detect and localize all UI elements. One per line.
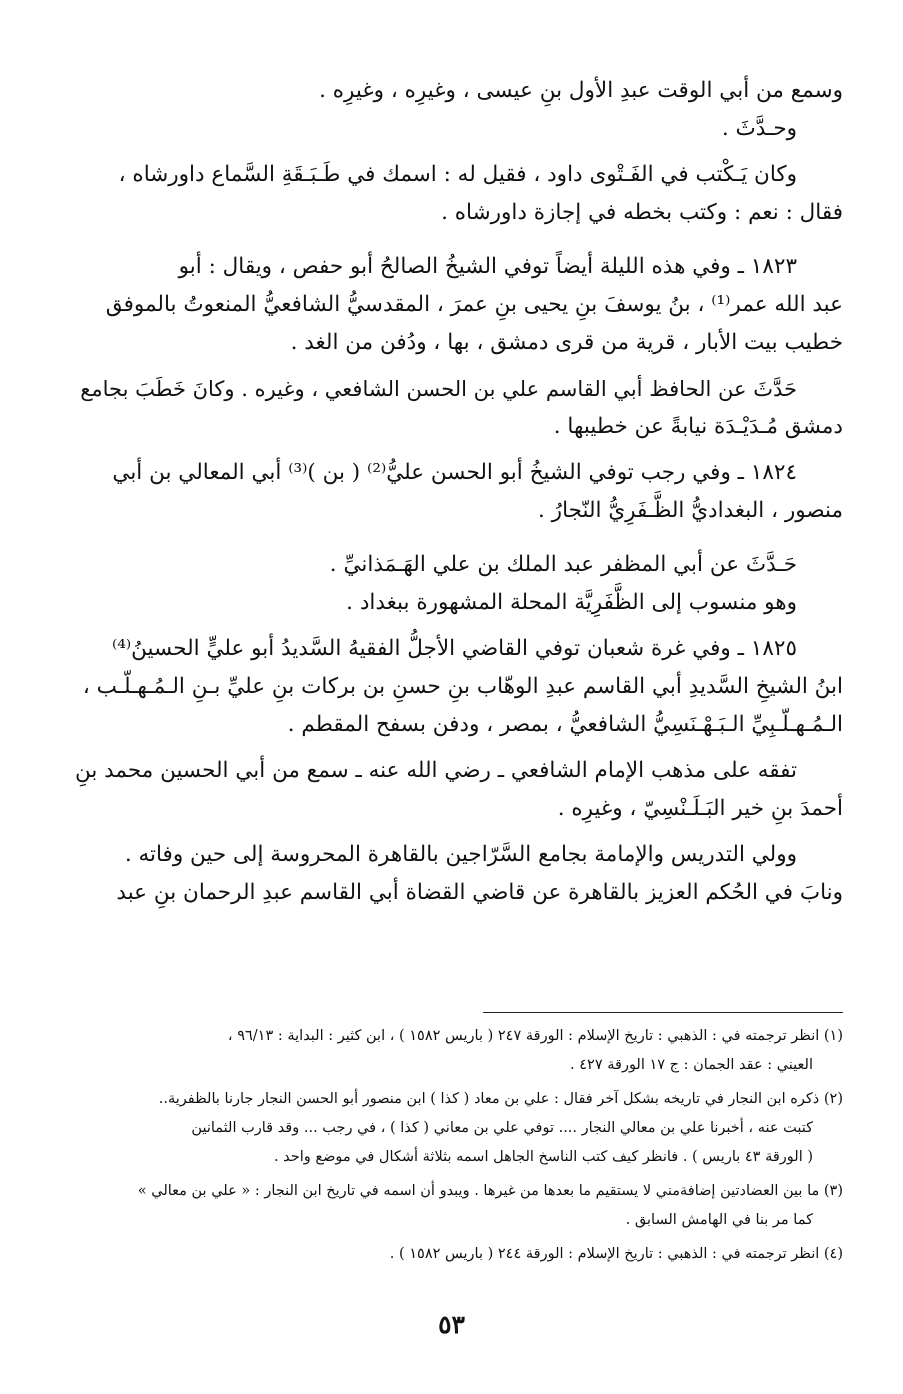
footnote-line: (٢) ذكره ابن النجار في تاريخه بشكل آخر فقال : علي بن معاد ( كذا ) ابن منصور أبو الحسن النجار جارنا بالظفرية.. [158, 1091, 843, 1107]
text-line: ١٨٢٥ ـ وفي غرة شعبان توفي القاضي الأجلُّ الفقيهُ السَّديدُ أبو عليٍّ الحسينُ⁽⁴⁾ [111, 636, 797, 661]
text-line: وولي التدريس والإمامة بجامع السَّرّاجين بالقاهرة المحروسة إلى حين وفاته . [124, 842, 797, 867]
text-line: ابنُ الشيخِ السَّديدِ أبي القاسم عبدِ الوهّاب بنِ حسنِ بن بركات بنِ عليِّ بـنِ الـمُـهـلّـب ، [82, 674, 843, 699]
text-line: وكان يَـكْتب في الفَـتْوى داود ، فقيل له : اسمك في طَـبَـقَةِ السَّماع داورشاه ، [118, 162, 797, 187]
footnote-line: كما مر بنا في الهامش السابق . [625, 1212, 813, 1228]
text-line: أحمدَ بنِ خير البَـلَـنْسِيّ ، وغيرِه . [557, 796, 843, 821]
footnote-line: كتبت عنه ، أخبرنا علي بن معالي النجار .... توفي علي بن معاني ( كذا ) ، في رجب ... وقد قارب الثمانين [191, 1120, 813, 1136]
footnote-line: العيني : عقد الجمان : ج ١٧ الورقة ٤٢٧ . [570, 1057, 813, 1073]
footnote-line: ( الورقة ٤٣ باريس ) . فانظر كيف كتب الناسخ الجاهل اسمه بثلاثة أشكال في موضع واحد . [273, 1149, 813, 1165]
footnotes [70, 1022, 843, 1269]
text-line: عبد الله عمر⁽¹⁾ ، بنُ يوسفَ بنِ يحيى بنِ عمرَ ، المقدسيُّ الشافعيُّ المنعوتُ بالموفق [105, 292, 843, 317]
text-line: حَدَّثَ عن الحافظ أبي القاسم علي بن الحسن الشافعي ، وغيره . وكانَ خَطَبَ بجامع [80, 377, 797, 401]
text-line: ونابَ في الحُكم العزيز بالقاهرة عن قاضي القضاة أبي القاسم عبدِ الرحمان بنِ عبد [116, 880, 843, 905]
text-line: وحـدَّثَ . [721, 116, 797, 141]
text-line: وسمع من أبي الوقت عبدِ الأول بنِ عيسى ، وغيرِه ، وغيرِه . [319, 78, 843, 103]
body-text [70, 72, 843, 912]
text-line: تفقه على مذهب الإمام الشافعي ـ رضي الله عنه ـ سمع من أبي الحسين محمد بنِ [74, 758, 797, 783]
footnote-line: (٤) انظر ترجمته في : الذهبي : تاريخ الإسلام : الورقة ٢٤٤ ( باريس ١٥٨٢ ) . [389, 1246, 843, 1262]
text-line: دمشق مُـدَيْـدَة نيابةً عن خطيبها . [553, 414, 843, 439]
text-line: الـمُـهـلّـبِيِّ الـبَـهْـنَسِيُّ الشافعيُّ ، بمصر ، ودفن بسفح المقطم . [287, 712, 843, 737]
text-line: ١٨٢٣ ـ وفي هذه الليلة أيضاً توفي الشيخُ الصالحُ أبو حفص ، ويقال : أبو [178, 254, 797, 279]
footnote-line: (٣) ما بين العضادتين إضافةمني لا يستقيم ما بعدها من غيرها . ويبدو أن اسمه في تاريخ ابن النجار : « علي بن معالي » [137, 1183, 843, 1199]
text-line: منصور ، البغداديُّ الظَّـفَرِيُّ النّجارُ . [538, 498, 843, 523]
text-line: فقال : نعم : وكتب بخطه في إجازة داورشاه . [441, 200, 843, 225]
text-line: خطيب بيت الأبار ، قرية من قرى دمشق ، بها ، ودُفن من الغد . [290, 330, 843, 355]
text-line: ١٨٢٤ ـ وفي رجب توفي الشيخُ أبو الحسن عليُّ⁽²⁾ ( بن )⁽³⁾ أبي المعالي بن أبي [112, 460, 797, 485]
page-number: ٥٣ [438, 1310, 465, 1339]
footnote-line: (١) انظر ترجمته في : الذهبي : تاريخ الإسلام : الورقة ٢٤٧ ( باريس ١٥٨٢ ) ، ابن كثير : البداية : ٩٦/١٣ ، [227, 1028, 843, 1044]
footnote-divider [483, 1012, 843, 1013]
text-line: وهو منسوب إلى الظَّفَرِيَّة المحلة المشهورة ببغداد . [346, 590, 797, 615]
text-line: حَـدَّثَ عن أبي المظفر عبد الملك بن علي الهَـمَذانيِّ . [329, 552, 797, 577]
